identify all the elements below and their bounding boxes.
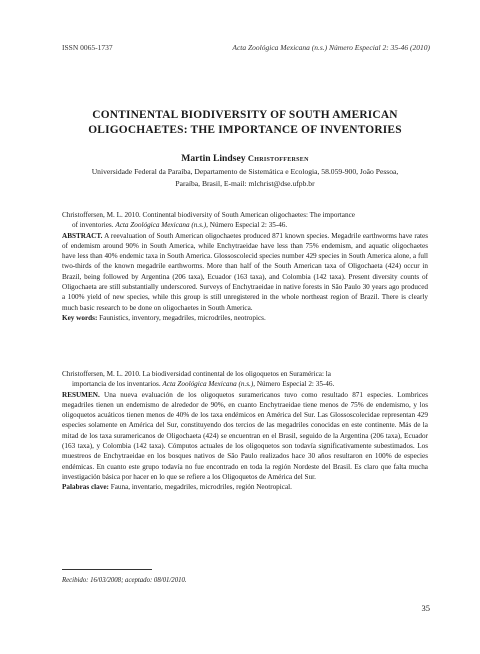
spanish-abstract	[62, 390, 428, 483]
title-line-2: OLIGOCHAETES: THE IMPORTANCE OF INVENTORIES	[88, 124, 402, 136]
palabras-clave-text: Fauna, inventario, megadriles, microdriles, región Neotropical.	[110, 483, 292, 492]
spanish-citation-journal: Acta Zoológica Mexicana (n.s.),	[162, 380, 256, 389]
resumen-text: Una nueva evaluación de los oligoquetos suramericanos tuvo como resultado 871 especies. Lombrices megadriles tienen un endemismo de alrededor de 90%, en cuanto Enchytraeidae tiene menos de 75% de endemismo, y los oligoquetos acuáticos tienen menos de 40% de los taxa endémicos en América del Sur. Las Glossoscolecidae representan 429 especies solamente en América del Sur, constituyendo dos tercios de las megadriles conocidas en este continente. Más de la mitad de los taxa suramericanos de Oligochaeta (424) se encuentran en el Brasil, seguido de la Argentina (206 taxa), Ecuador (163 taxa), y Colombia (142 taxa). Cómputos actuales de los oligoquetos son todavía significativamente subestimados. Los muestreos de Enchytraeidae en los bosques nativos de São Paulo realizados hace 30 años resultaron en 100% de especies endémicas. En cuanto este grupo todavía no fue encontrado en toda la región Nordeste del Brasil. Es claro que falta mucha investigación básica por hacer en lo que se refiere a los Oligoquetos de América del Sur.	[62, 390, 429, 481]
spanish-citation-cont	[62, 379, 428, 389]
english-citation-cont	[62, 220, 428, 230]
keywords-label: Key words:	[62, 313, 98, 322]
spanish-citation-line-1: Christoffersen, M. L. 2010. La biodiversidad continental de los oligoquetos en Suramérica: la	[62, 370, 331, 378]
issn-header: ISSN 0065-1737	[62, 43, 113, 52]
journal-header: Acta Zoológica Mexicana (n.s.) Número Especial 2: 35-46 (2010)	[232, 43, 430, 52]
author-given-name: Martin Lindsey	[181, 153, 246, 164]
english-citation-line-2: of inventories.	[72, 221, 114, 230]
spanish-citation-issue: Número Especial 2: 35-46.	[256, 380, 335, 389]
spanish-citation-line-2: importancia de los inventarios.	[72, 380, 161, 389]
palabras-clave-label: Palabras clave:	[62, 483, 109, 492]
english-abstract	[62, 231, 428, 313]
english-citation-line-1: Christoffersen, M. L. 2010. Continental biodiversity of South American oligochaetes: The importance	[62, 211, 355, 219]
page-number: 35	[421, 603, 430, 613]
abstract-label: ABSTRACT.	[62, 231, 103, 240]
author-family-name: Christoffersen	[247, 154, 309, 163]
english-citation-issue: Número Especial 2: 35-46.	[209, 221, 288, 230]
spanish-abstract-block	[62, 369, 428, 493]
english-citation	[62, 210, 428, 220]
article-title	[62, 108, 428, 138]
received-date: Recibido: 16/03/2008; aceptado: 08/01/2010.	[62, 577, 187, 584]
spanish-citation	[62, 369, 428, 379]
affiliation-line-1: Universidade Federal da Paraíba, Departamento de Sistemática e Ecologia, 58.059-900, João Pessoa,	[91, 167, 399, 176]
author-name	[62, 153, 428, 164]
footnote-rule	[62, 569, 152, 570]
abstract-text: A reevaluation of South American oligochaetes produced 871 known species. Megadrile earthworms have rates of endemism around 90% in South America, while Enchytraeidae have less than 75% endemism, and aquatic oligochaetes have less than 40% endemic taxa in South America. Glossoscolecid species number 429 species in South America alone, a full two-thirds of the known megadrile earthworms. More than half of the South American taxa of Oligochaeta (424) occur in Brazil, being followed by Argentina (206 taxa), Ecuador (163 taxa), and Colombia (142 taxa). Present diversity counts of Oligochaeta are still substantially underscored. Surveys of Enchytraeidae in native forests in São Paulo 30 years ago produced a 100% yield of new species, while this group is still unregistered in the whole northeast region of Brazil. There is clearly much basic research to be done on oligochaetes in South America.	[62, 231, 428, 312]
resumen-label: RESUMEN.	[62, 390, 100, 399]
english-citation-journal: Acta Zoológica Mexicana (n.s.),	[115, 221, 208, 230]
english-abstract-block	[62, 210, 428, 323]
title-line-1: CONTINENTAL BIODIVERSITY OF SOUTH AMERICAN	[92, 109, 398, 121]
affiliation	[62, 166, 428, 190]
spanish-keywords	[62, 482, 428, 492]
affiliation-line-2: Paraíba, Brasil, E-mail: mlchrist@dse.ufpb.br	[175, 179, 315, 189]
keywords-text: Faunistics, inventory, megadriles, microdriles, neotropics.	[99, 313, 266, 322]
english-keywords	[62, 313, 428, 323]
